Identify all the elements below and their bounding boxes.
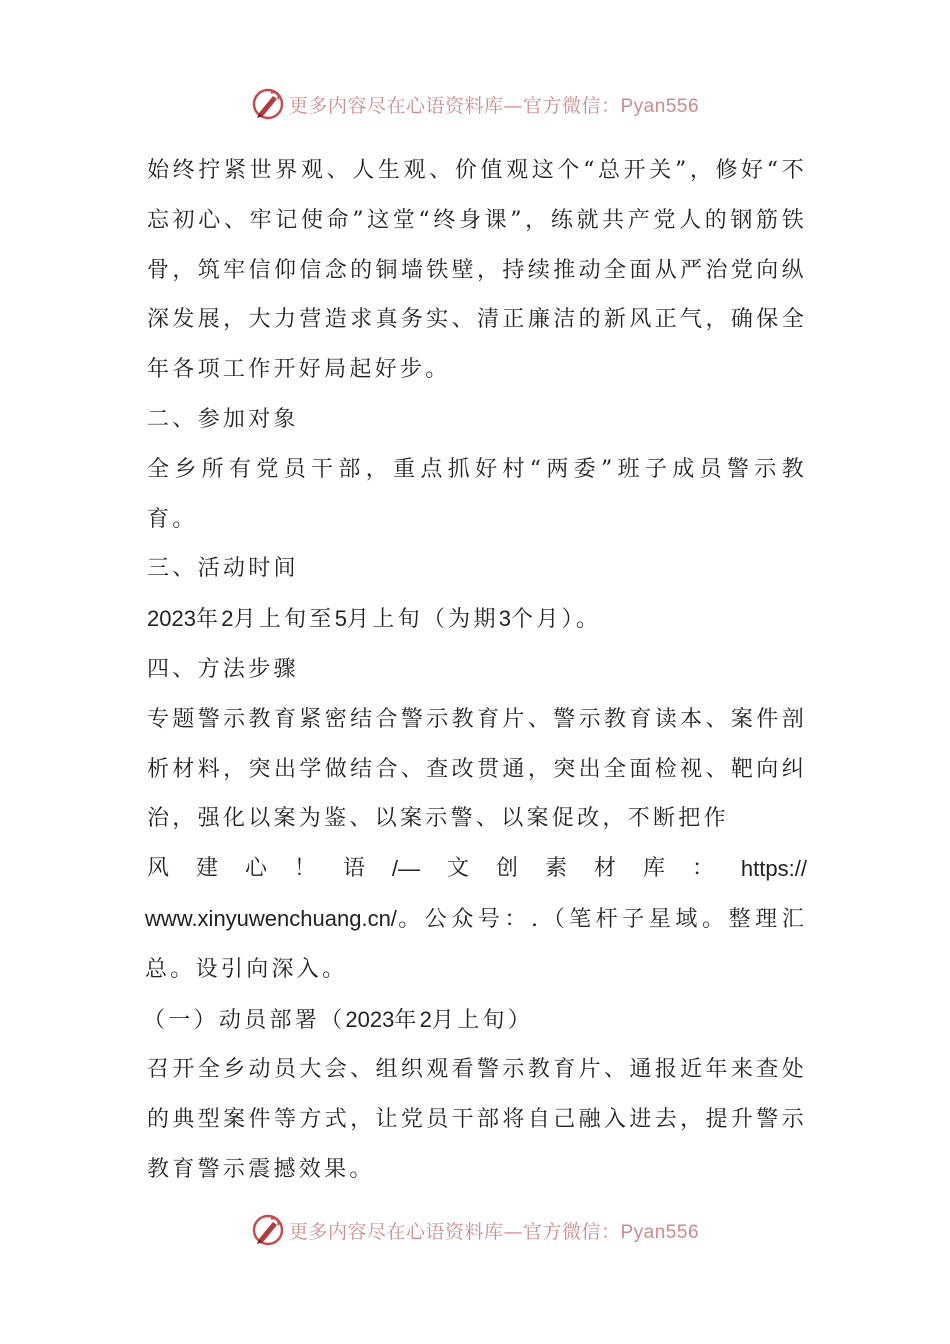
url-domain: www.xinyuwenchuang.cn/: [145, 905, 397, 931]
paragraph-methods-tail: www.xinyuwenchuang.cn/。公众号：.（笔杆子星域。整理汇总。设引向深入。: [145, 905, 807, 982]
header-banner: [0, 82, 950, 126]
paragraph-participants: 全乡所有党员干部，重点抓好村“两委”班子成员警示教育。: [147, 456, 807, 532]
url-scheme: https://: [740, 856, 807, 882]
wechat-handle: Pyan556: [620, 1221, 700, 1243]
paragraph-mobilization: 召开全乡动员大会、组织观看警示教育片、通报近年来查处的典型案件等方式，让党员干部将自己融入进去，提升警示教育警示震撼效果。: [147, 1057, 807, 1182]
banner-text: 更多内容尽在心语资料库—官方微信：Pyan556: [288, 94, 700, 117]
heading-activity-time: 三、活动时间: [147, 556, 299, 582]
heading-methods: 四、方法步骤: [147, 656, 299, 682]
paragraph-goal: 始终拧紧世界观、人生观、价值观这个“总开关”，修好“不忘初心、牢记使命”这堂“终身课”，练就共产党人的钢筋铁骨，筑牢信仰信念的铜墙铁壁，持续推动全面从严治党向纵深发展，大力营造求真务实、清正廉洁的新风正气，确保全年各项工作开好局起好步。: [147, 158, 807, 383]
url-line: 风 建 心 ！ 语 /— 文 创 素 材 库 ： https://: [147, 844, 807, 894]
pen-logo-icon: [251, 1213, 285, 1247]
heading-participants: 二、参加对象: [147, 406, 299, 432]
heading-mobilization: （一）动员部署（2023年2月上旬）: [143, 1006, 534, 1033]
pen-logo-icon: [251, 87, 285, 121]
paragraph-activity-time: 2023年2月上旬至5月上旬（为期3个月）。: [147, 606, 602, 633]
wechat-handle: Pyan556: [620, 95, 700, 117]
banner-text: 更多内容尽在心语资料库—官方微信：Pyan556: [288, 1220, 700, 1243]
document-body: [143, 146, 807, 1195]
footer-banner: [0, 1208, 950, 1252]
paragraph-methods: 专题警示教育紧密结合警示教育片、警示教育读本、案件剖析材料，突出学做结合、查改贯通，突出全面检视、靶向纠治，强化以案为鉴、以案示警、以案促改，不断把作: [147, 706, 807, 832]
